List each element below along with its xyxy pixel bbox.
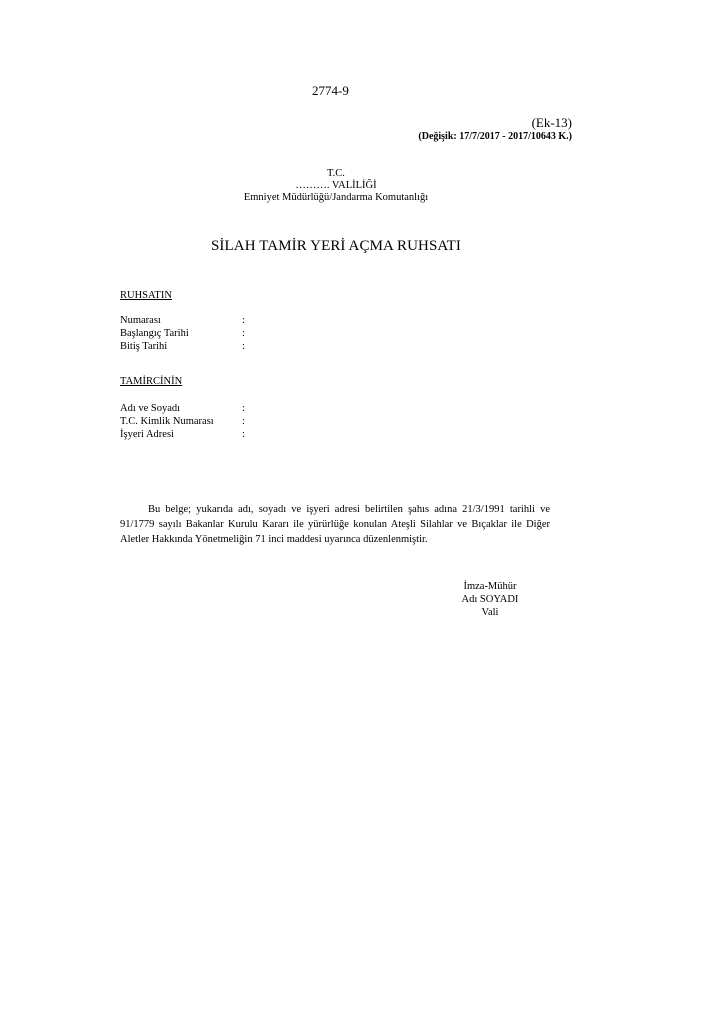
field-separator: : [242, 341, 245, 352]
field-label: T.C. Kimlik Numarası [120, 416, 214, 427]
document-code: 2774-9 [312, 83, 349, 98]
authority-governorship: ………. VALİLİĞİ [295, 180, 377, 191]
signature-name-line: Adı SOYADI [461, 594, 519, 605]
field-separator: : [242, 328, 245, 339]
license-number-row [120, 314, 252, 327]
field-label: Adı ve Soyadı [120, 403, 181, 414]
field-separator: : [242, 403, 245, 414]
field-label: Numarası [120, 315, 161, 326]
field-label: Başlangıç Tarihi [120, 328, 189, 339]
signature-title-line: Vali [481, 607, 499, 618]
repairer-section-heading: TAMİRCİNİN [120, 376, 183, 387]
field-separator: : [242, 416, 245, 427]
annex-reference: (Ek-13) [531, 115, 572, 130]
authority-department: Emniyet Müdürlüğü/Jandarma Komutanlığı [243, 192, 429, 203]
license-end-date-row [120, 340, 252, 353]
authority-country: T.C. [327, 168, 345, 179]
body-paragraph: Bu belge; yukarıda adı, soyadı ve işyeri adresi belirtilen şahıs adına 21/3/1991 tarihli ve 91/1779 sayılı Bakanlar Kurulu Kararı ile yürürlüğe konulan Ateşli Silahlar ve Bıçaklar ile Diğer Aletler Hakkında Yönetmeliğin 71 inci maddesi uyarınca düzenlenmiştir. [120, 504, 550, 545]
repairer-name-row [120, 402, 252, 415]
document-title: SİLAH TAMİR YERİ AÇMA RUHSATI [210, 238, 462, 254]
field-label: İşyeri Adresi [120, 429, 174, 440]
repairer-id-number-row [120, 415, 252, 428]
signature-seal-line: İmza-Mühür [463, 581, 517, 592]
field-separator: : [242, 429, 245, 440]
repairer-address-row [120, 428, 252, 441]
amendment-note: (Değişik: 17/7/2017 - 2017/10643 K.) [418, 131, 572, 142]
license-section-heading: RUHSATIN [120, 290, 172, 301]
field-label: Bitiş Tarihi [120, 341, 168, 352]
license-start-date-row [120, 327, 252, 340]
field-separator: : [242, 315, 245, 326]
